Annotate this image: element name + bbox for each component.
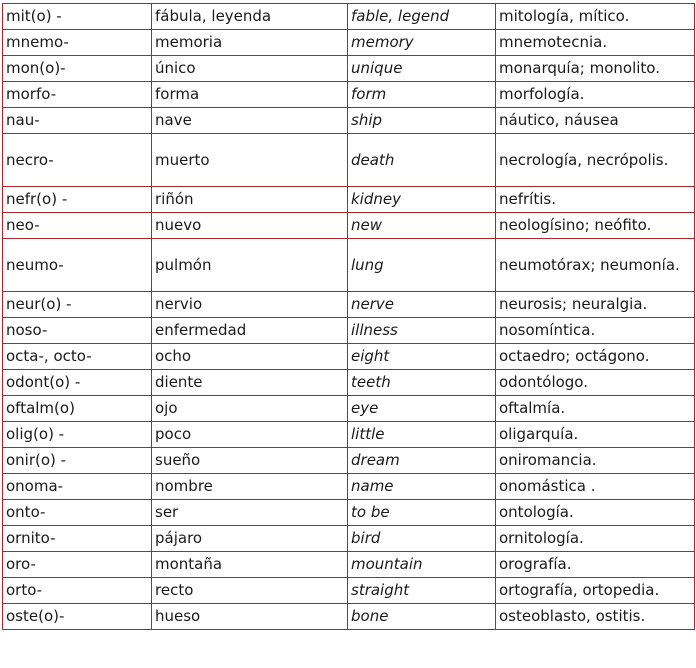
- table-row: [3, 108, 695, 134]
- prefix-cell: necro-: [3, 134, 152, 187]
- examples-cell: ortografía, ortopedia.: [496, 578, 695, 604]
- table-row: [3, 370, 695, 396]
- prefix-cell: noso-: [3, 318, 152, 344]
- prefix-cell: onoma-: [3, 474, 152, 500]
- meaning-cell: nombre: [152, 474, 348, 500]
- prefix-cell: oro-: [3, 552, 152, 578]
- table-row: [3, 239, 695, 292]
- examples-cell: oniromancia.: [496, 448, 695, 474]
- meaning-cell: fábula, leyenda: [152, 4, 348, 30]
- table-row: [3, 552, 695, 578]
- prefix-cell: orto-: [3, 578, 152, 604]
- table-row: [3, 500, 695, 526]
- examples-cell: orografía.: [496, 552, 695, 578]
- table-row: [3, 578, 695, 604]
- meaning-cell: riñón: [152, 187, 348, 213]
- examples-cell: neologísino; neófito.: [496, 213, 695, 239]
- examples-cell: osteoblasto, ostitis.: [496, 604, 695, 630]
- table-row: [3, 134, 695, 187]
- prefix-cell: neur(o) -: [3, 292, 152, 318]
- english-cell: illness: [348, 318, 496, 344]
- table-row: [3, 396, 695, 422]
- examples-cell: oftalmía.: [496, 396, 695, 422]
- prefix-cell: ornito-: [3, 526, 152, 552]
- table-row: [3, 344, 695, 370]
- english-cell: eight: [348, 344, 496, 370]
- examples-cell: mitología, mítico.: [496, 4, 695, 30]
- meaning-cell: forma: [152, 82, 348, 108]
- greek-roots-table: [2, 3, 695, 630]
- english-cell: dream: [348, 448, 496, 474]
- prefix-cell: onto-: [3, 500, 152, 526]
- english-cell: mountain: [348, 552, 496, 578]
- english-cell: kidney: [348, 187, 496, 213]
- prefix-cell: nau-: [3, 108, 152, 134]
- examples-cell: ornitología.: [496, 526, 695, 552]
- meaning-cell: sueño: [152, 448, 348, 474]
- english-cell: nerve: [348, 292, 496, 318]
- table-row: [3, 213, 695, 239]
- meaning-cell: diente: [152, 370, 348, 396]
- examples-cell: morfología.: [496, 82, 695, 108]
- examples-cell: odontólogo.: [496, 370, 695, 396]
- prefix-cell: neumo-: [3, 239, 152, 292]
- meaning-cell: ojo: [152, 396, 348, 422]
- examples-cell: nosomíntica.: [496, 318, 695, 344]
- english-cell: eye: [348, 396, 496, 422]
- meaning-cell: poco: [152, 422, 348, 448]
- prefix-cell: mit(o) -: [3, 4, 152, 30]
- meaning-cell: único: [152, 56, 348, 82]
- meaning-cell: ocho: [152, 344, 348, 370]
- prefix-cell: olig(o) -: [3, 422, 152, 448]
- table-row: [3, 4, 695, 30]
- english-cell: death: [348, 134, 496, 187]
- table-row: [3, 604, 695, 630]
- examples-cell: ontología.: [496, 500, 695, 526]
- table-row: [3, 526, 695, 552]
- examples-cell: monarquía; monolito.: [496, 56, 695, 82]
- table-row: [3, 187, 695, 213]
- english-cell: fable, legend: [348, 4, 496, 30]
- table-row: [3, 448, 695, 474]
- meaning-cell: recto: [152, 578, 348, 604]
- meaning-cell: enfermedad: [152, 318, 348, 344]
- english-cell: teeth: [348, 370, 496, 396]
- table-row: [3, 56, 695, 82]
- examples-cell: nefrítis.: [496, 187, 695, 213]
- meaning-cell: pájaro: [152, 526, 348, 552]
- english-cell: bone: [348, 604, 496, 630]
- meaning-cell: pulmón: [152, 239, 348, 292]
- english-cell: to be: [348, 500, 496, 526]
- examples-cell: onomástica .: [496, 474, 695, 500]
- prefix-cell: mnemo-: [3, 30, 152, 56]
- meaning-cell: ser: [152, 500, 348, 526]
- english-cell: name: [348, 474, 496, 500]
- table-row: [3, 474, 695, 500]
- table-row: [3, 422, 695, 448]
- meaning-cell: nuevo: [152, 213, 348, 239]
- table-row: [3, 292, 695, 318]
- prefix-cell: neo-: [3, 213, 152, 239]
- examples-cell: necrología, necrópolis.: [496, 134, 695, 187]
- meaning-cell: memoria: [152, 30, 348, 56]
- meaning-cell: muerto: [152, 134, 348, 187]
- prefix-cell: morfo-: [3, 82, 152, 108]
- english-cell: memory: [348, 30, 496, 56]
- examples-cell: oligarquía.: [496, 422, 695, 448]
- english-cell: new: [348, 213, 496, 239]
- meaning-cell: montaña: [152, 552, 348, 578]
- prefix-cell: oste(o)-: [3, 604, 152, 630]
- table-row: [3, 30, 695, 56]
- meaning-cell: nervio: [152, 292, 348, 318]
- english-cell: ship: [348, 108, 496, 134]
- examples-cell: neumotórax; neumonía.: [496, 239, 695, 292]
- english-cell: lung: [348, 239, 496, 292]
- prefix-cell: mon(o)-: [3, 56, 152, 82]
- english-cell: form: [348, 82, 496, 108]
- english-cell: little: [348, 422, 496, 448]
- english-cell: bird: [348, 526, 496, 552]
- meaning-cell: hueso: [152, 604, 348, 630]
- meaning-cell: nave: [152, 108, 348, 134]
- table-row: [3, 318, 695, 344]
- examples-cell: mnemotecnia.: [496, 30, 695, 56]
- prefix-cell: octa-, octo-: [3, 344, 152, 370]
- prefix-cell: onir(o) -: [3, 448, 152, 474]
- table-row: [3, 82, 695, 108]
- examples-cell: octaedro; octágono.: [496, 344, 695, 370]
- examples-cell: neurosis; neuralgia.: [496, 292, 695, 318]
- prefix-cell: oftalm(o): [3, 396, 152, 422]
- examples-cell: náutico, náusea: [496, 108, 695, 134]
- english-cell: unique: [348, 56, 496, 82]
- prefix-cell: nefr(o) -: [3, 187, 152, 213]
- prefix-cell: odont(o) -: [3, 370, 152, 396]
- english-cell: straight: [348, 578, 496, 604]
